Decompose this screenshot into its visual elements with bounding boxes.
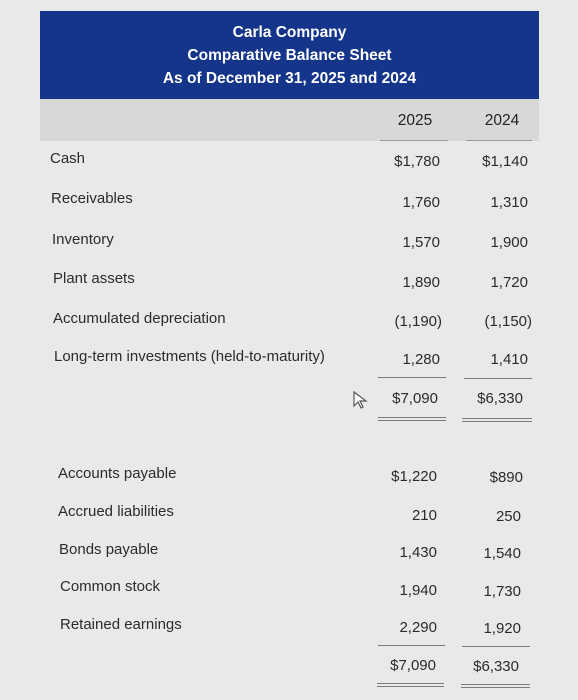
- cash-2025: $1,780: [394, 153, 440, 170]
- inventory-2024: 1,900: [490, 234, 528, 251]
- row-label-bonds-payable: Bonds payable: [59, 541, 159, 558]
- column-header-2024: 2024: [484, 112, 520, 129]
- cash-2024: $1,140: [482, 153, 528, 170]
- accumulated-depreciation-2025: (1,190): [394, 313, 442, 330]
- accounts-payable-2024: $890: [489, 469, 523, 486]
- retained-earnings-2025: 2,290: [399, 619, 437, 636]
- long-term-investments-2024: 1,410: [490, 351, 528, 368]
- plant-assets-2025: 1,890: [402, 274, 440, 291]
- receivables-2024: 1,310: [490, 194, 528, 211]
- row-label-receivables: Receivables: [51, 190, 133, 207]
- row-label-inventory: Inventory: [52, 231, 114, 248]
- total-assets-2025: $7,090: [392, 390, 438, 407]
- accrued-liabilities-2024: 250: [495, 508, 521, 525]
- total-double-rule-2024: [462, 418, 532, 422]
- inventory-2025: 1,570: [402, 234, 440, 251]
- statement-title: Comparative Balance Sheet: [187, 47, 392, 64]
- long-term-investments-2025: 1,280: [402, 351, 440, 368]
- total-liabilities-equity-2024: $6,330: [473, 658, 519, 675]
- plant-assets-2024: 1,720: [490, 274, 528, 291]
- le-subtotal-rule-2024: [462, 646, 530, 647]
- subtotal-rule-2024: [464, 378, 532, 379]
- row-label-retained-earnings: Retained earnings: [60, 616, 182, 633]
- row-label-long-term-investments: Long-term investments (held-to-maturity): [54, 348, 325, 365]
- column-rule-2025: [380, 140, 448, 141]
- total-double-rule-2025: [378, 417, 446, 421]
- row-label-accrued-liabilities: Accrued liabilities: [58, 503, 174, 520]
- common-stock-2025: 1,940: [399, 582, 437, 599]
- common-stock-2024: 1,730: [483, 583, 521, 600]
- retained-earnings-2024: 1,920: [483, 620, 521, 637]
- statement-header: [40, 11, 539, 99]
- receivables-2025: 1,760: [402, 194, 440, 211]
- column-rule-2024: [466, 140, 532, 141]
- row-label-accounts-payable: Accounts payable: [58, 465, 177, 482]
- row-label-plant-assets: Plant assets: [53, 270, 135, 287]
- bonds-payable-2025: 1,430: [399, 544, 437, 561]
- row-label-accumulated-depreciation: Accumulated depreciation: [53, 310, 226, 327]
- bonds-payable-2024: 1,540: [483, 545, 521, 562]
- le-total-double-rule-2025: [377, 683, 444, 687]
- accumulated-depreciation-2024: (1,150): [484, 313, 532, 330]
- le-subtotal-rule-2025: [378, 645, 445, 646]
- subtotal-rule-2025: [378, 377, 446, 378]
- total-assets-2024: $6,330: [477, 390, 523, 407]
- accounts-payable-2025: $1,220: [391, 468, 437, 485]
- row-label-common-stock: Common stock: [60, 578, 161, 595]
- accrued-liabilities-2025: 210: [411, 507, 437, 524]
- total-liabilities-equity-2025: $7,090: [390, 657, 436, 674]
- row-label-cash: Cash: [50, 150, 86, 167]
- year-header-band: [40, 99, 539, 141]
- statement-period: As of December 31, 2025 and 2024: [162, 70, 417, 87]
- le-total-double-rule-2024: [461, 684, 530, 688]
- column-header-2025: 2025: [397, 112, 433, 129]
- company-name: Carla Company: [232, 24, 347, 41]
